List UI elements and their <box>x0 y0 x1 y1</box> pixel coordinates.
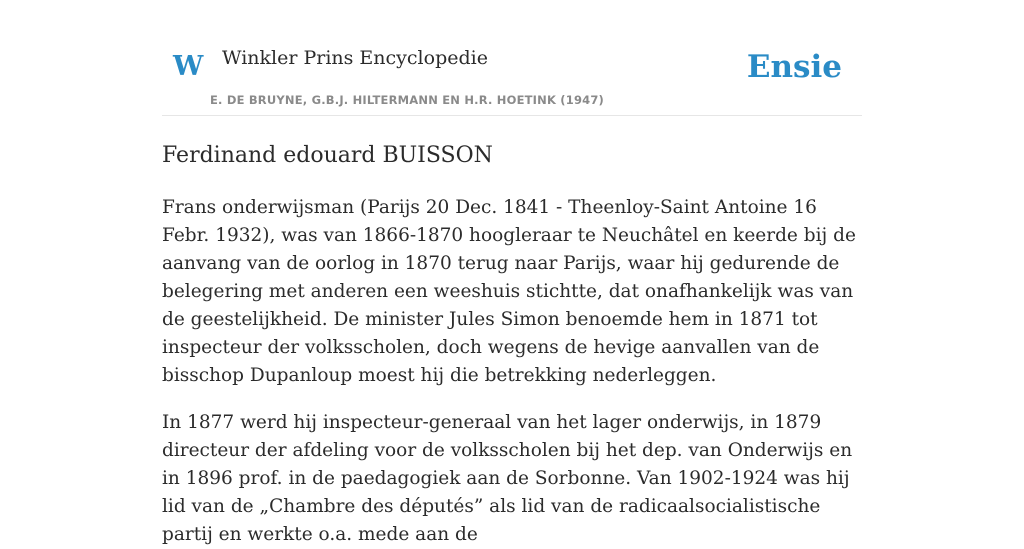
ensie-logo[interactable]: Ensie <box>746 49 842 85</box>
article-paragraph-2: In 1877 werd hij inspecteur-generaal van het lager onderwijs, in 1879 directeur der afdeling voor de volksscholen bij het dep. van Onderwijs en in 1896 prof. in de paedagogiek aan de Sorbonne. Van 1902-1924 was hij lid van de „Chambre des députés” als lid van de radicaalsocialistische partij en werkte o.a. mede aan de <box>162 412 853 546</box>
article-body <box>162 194 862 549</box>
site-authors: E. DE BRUYNE, G.B.J. HILTERMANN EN H.R. HOETINK (1947) <box>210 93 605 107</box>
article-title: Ferdinand edouard BUISSON <box>162 143 493 168</box>
page <box>162 0 862 549</box>
site-header <box>162 0 862 116</box>
wp-logo[interactable]: W <box>173 51 204 82</box>
site-title[interactable]: Winkler Prins Encyclopedie <box>222 47 488 69</box>
article-paragraph-1: Frans onderwijsman (Parijs 20 Dec. 1841 - Theenloy-Saint Antoine 16 Febr. 1932), was van 1866-1870 hoogleraar te Neuchâtel en keerde bij de aanvang van de oorlog in 1870 terug naar Parijs, waar hij gedurende de belegering met anderen een weeshuis stichtte, dat onafhankelijk was van de geestelijkheid. De minister Jules Simon benoemde hem in 1871 tot inspecteur der volksscholen, doch wegens de hevige aanvallen van de bisschop Dupanloup moest hij die betrekking nederleggen. <box>162 197 856 387</box>
